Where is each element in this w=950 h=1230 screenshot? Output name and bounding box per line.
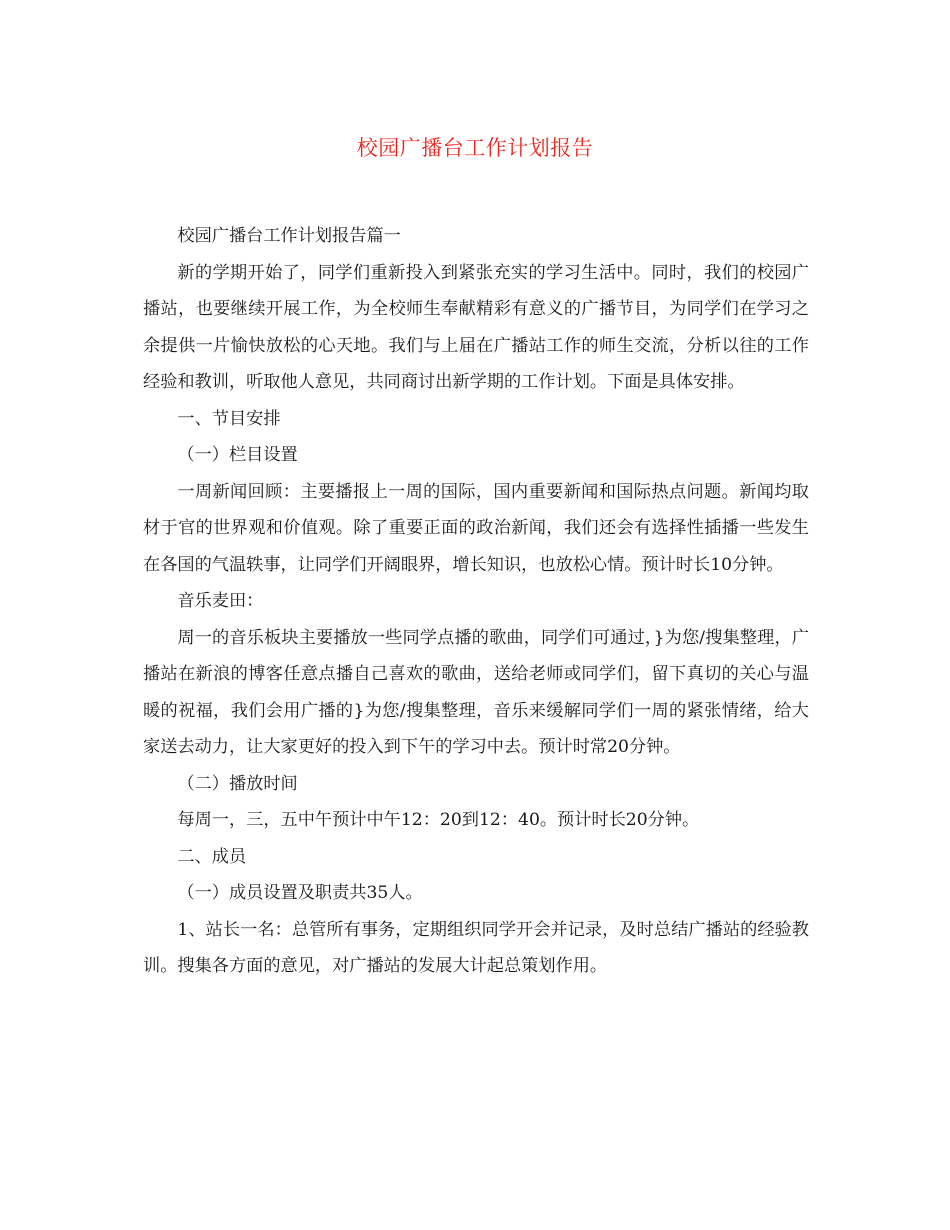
station-head-paragraph: 1、站长一名：总管所有事务，定期组织同学开会并记录，及时总结广播站的经验教训。搜集各方面的意见，对广播站的发展大计起总策划作用。 bbox=[143, 919, 809, 976]
document-body bbox=[143, 218, 809, 985]
section-heading-programs: 一、节目安排 bbox=[177, 408, 281, 429]
subsection-heading-columns: （一）栏目设置 bbox=[177, 445, 298, 465]
subsection-heading-schedule: （二）播放时间 bbox=[177, 773, 298, 794]
subtitle-paragraph: 校园广播台工作计划报告篇一 bbox=[177, 226, 401, 246]
intro-paragraph: 新的学期开始了，同学们重新投入到紧张充实的学习生活中。同时，我们的校园广播站，也要继续开展工作，为全校师生奉献精彩有意义的广播节目，为同学们在学习之余提供一片愉快放松的心天地。我们与上届在广播站工作的师生交流，分析以往的工作经验和教训，听取他人意见，共同商讨出新学期的工作计划。下面是具体安排。 bbox=[143, 262, 809, 392]
music-paragraph: 周一的音乐板块主要播放一些同学点播的歌曲，同学们可通过，}为您/搜集整理，广播站在新浪的博客任意点播自己喜欢的歌曲，送给老师或同学们，留下真切的关心与温暖的祝福，我们会用广播的}为您/搜集整理，音乐来缓解同学们一周的紧张情绪，给大家送去动力，让大家更好的投入到下午的学习中去。预计时常20分钟。 bbox=[143, 627, 809, 757]
schedule-paragraph: 每周一，三，五中午预计中午12：20到12：40。预计时长20分钟。 bbox=[177, 810, 700, 830]
news-review-paragraph: 一周新闻回顾：主要播报上一周的国际，国内重要新闻和国际热点问题。新闻均取材于官的世界观和价值观。除了重要正面的政治新闻，我们还会有选择性插播一些发生在各国的气温轶事，让同学们开阔眼界，增长知识，也放松心情。预计时长10分钟。 bbox=[143, 481, 809, 575]
music-heading: 音乐麦田： bbox=[177, 591, 264, 611]
section-heading-members: 二、成员 bbox=[177, 846, 247, 867]
document-title: 校园广播台工作计划报告 bbox=[356, 136, 594, 160]
subsection-heading-roles: （一）成员设置及职责共35人。 bbox=[177, 883, 423, 903]
